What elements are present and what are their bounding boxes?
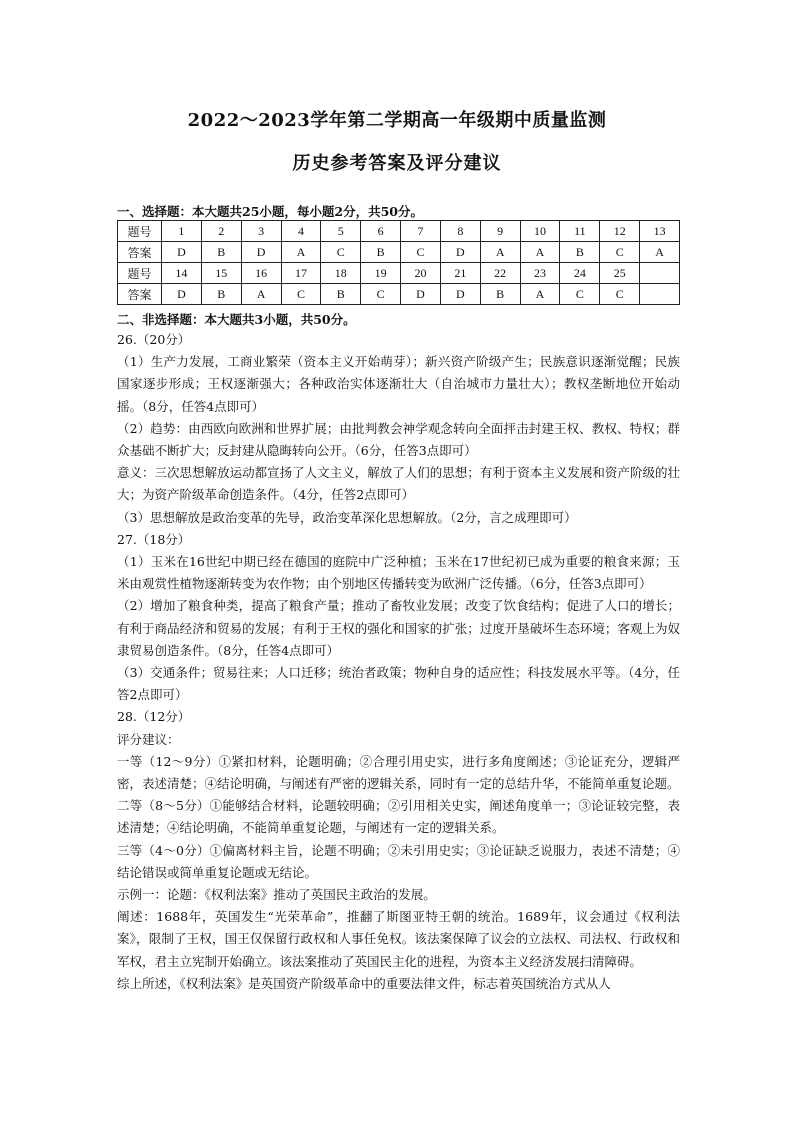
table-cell: 8	[440, 221, 480, 242]
answer-paragraph: 示例一：论题：《权利法案》推动了英国民主政治的发展。	[117, 887, 436, 903]
table-cell: B	[201, 284, 241, 305]
table-cell	[640, 284, 680, 305]
table-row	[118, 242, 680, 263]
table-cell: 12	[600, 221, 640, 242]
table-cell: C	[361, 284, 401, 305]
answer-paragraph: （2）趋势：由西欧向欧洲和世界扩展；由批判教会神学观念转向全面抨击封建王权、教权、特权；群众基础不断扩大；反封建从隐晦转向公开。（6分，任答3点即可）	[117, 420, 680, 459]
answer-paragraph: （1）玉米在16世纪中期已经在德国的庭院中广泛种植；玉米在17世纪初已成为重要的粮食来源；玉米由观赏性植物逐渐转变为农作物；由个别地区传播转变为欧洲广泛传播。（6分，任答3点即可）	[117, 554, 680, 592]
table-cell: B	[201, 242, 241, 263]
table-cell: 4	[281, 221, 321, 242]
table-cell: C	[560, 284, 600, 305]
table-cell: 7	[401, 221, 441, 242]
table-cell: 5	[321, 221, 361, 242]
table-cell: C	[600, 284, 640, 305]
answer-table	[117, 220, 680, 305]
table-row-label: 题号	[118, 221, 162, 242]
answer-paragraph: 三等（4～0分）①偏离材料主旨，论题不明确；②未引用史实；③论证缺乏说服力，表述不清楚；④结论错误或简单重复论题或无结论。	[117, 842, 680, 880]
answer-paragraph: （2）增加了粮食种类，提高了粮食产量；推动了畜牧业发展；改变了饮食结构；促进了人口的增长；有利于商品经济和贸易的发展；有利于王权的强化和国家的扩张；过度开垦破坏生态环境；客观上为奴隶贸易创造条件。（8分，任答4点即可）	[117, 598, 680, 658]
table-cell: 1	[162, 221, 202, 242]
table-row-label: 题号	[118, 263, 162, 284]
section-heading-nonchoice: 二、非选择题：本大题共3小题，共50分。	[117, 312, 356, 327]
section-heading-choice: 一、选择题：本大题共25小题，每小题2分，共50分。	[117, 204, 423, 219]
table-row	[118, 221, 680, 242]
table-cell: 18	[321, 263, 361, 284]
table-cell: B	[480, 284, 520, 305]
page-subtitle: 历史参考答案及评分建议	[292, 153, 502, 174]
answer-paragraph: 28.（12分）	[117, 709, 191, 725]
table-cell: 3	[241, 221, 281, 242]
table-cell: 13	[640, 221, 680, 242]
table-cell: A	[241, 284, 281, 305]
table-cell: 19	[361, 263, 401, 284]
table-cell: 24	[560, 263, 600, 284]
table-cell: 23	[520, 263, 560, 284]
table-cell: 20	[401, 263, 441, 284]
table-cell: 16	[241, 263, 281, 284]
answer-paragraph: 意义：三次思想解放运动都宣扬了人文主义，解放了人们的思想；有利于资本主义发展和资产阶级的壮大；为资产阶级革命创造条件。（4分，任答2点即可）	[117, 465, 680, 503]
table-cell: 6	[361, 221, 401, 242]
table-cell: 17	[281, 263, 321, 284]
answer-paragraph: （3）交通条件；贸易往来；人口迁移；统治者政策；物种自身的适应性；科技发展水平等。（4分，任答2点即可）	[117, 665, 680, 703]
answer-paragraph: 综上所述，《权利法案》是英国资产阶级革命中的重要法律文件，标志着英国统治方式从人	[117, 975, 611, 991]
answer-paragraph: （1）生产力发展，工商业繁荣（资本主义开始萌芽）；新兴资产阶级产生；民族意识逐渐觉醒；民族国家逐步形成；王权逐渐强大；各种政治实体逐渐壮大（自治城市力量壮大）；教权垄断地位开始动摇。（8分，任答4点即可）	[117, 354, 680, 414]
table-cell: C	[321, 242, 361, 263]
table-row-label: 答案	[118, 284, 162, 305]
answer-paragraph: 阐述：1688年，英国发生“光荣革命”，推翻了斯图亚特王朝的统治。1689年，议会通过《权利法案》，限制了王权，国王仅保留行政权和人事任免权。该法案保障了议会的立法权、司法权、行政权和军权，君主立宪制开始确立。该法案推动了英国民主化的进程，为资本主义经济发展扫清障碍。	[117, 909, 680, 969]
table-cell: D	[162, 284, 202, 305]
table-cell: A	[520, 242, 560, 263]
table-cell: A	[640, 242, 680, 263]
table-cell: B	[321, 284, 361, 305]
table-cell	[640, 263, 680, 284]
answer-paragraph: 评分建议：	[117, 731, 180, 747]
table-row	[118, 284, 680, 305]
table-cell: 21	[440, 263, 480, 284]
table-cell: 10	[520, 221, 560, 242]
table-row	[118, 263, 680, 284]
table-cell: D	[440, 242, 480, 263]
table-cell: C	[281, 284, 321, 305]
table-cell: D	[401, 284, 441, 305]
table-cell: A	[281, 242, 321, 263]
table-cell: D	[241, 242, 281, 263]
answer-paragraph: 一等（12～9分）①紧扣材料，论题明确；②合理引用史实，进行多角度阐述；③论证充分，逻辑严密，表述清楚；④结论明确，与阐述有严密的逻辑关系，同时有一定的总结升华，不能简单重复论题。	[117, 753, 680, 792]
table-cell: 15	[201, 263, 241, 284]
table-cell: D	[440, 284, 480, 305]
answer-paragraph: 二等（8～5分）①能够结合材料，论题较明确；②引用相关史实，阐述角度单一；③论证较完整，表述清楚；④结论明确，不能简单重复论题，与阐述有一定的逻辑关系。	[117, 798, 680, 836]
table-cell: 25	[600, 263, 640, 284]
table-cell: D	[162, 242, 202, 263]
answer-body	[117, 329, 680, 995]
table-cell: 22	[480, 263, 520, 284]
table-row-label: 答案	[118, 242, 162, 263]
table-cell: 14	[162, 263, 202, 284]
page-title: 2022～2023学年第二学期高一年级期中质量监测	[187, 110, 607, 131]
table-cell: 9	[480, 221, 520, 242]
table-cell: C	[600, 242, 640, 263]
answer-paragraph: 26.（20分）	[117, 332, 191, 347]
table-cell: C	[401, 242, 441, 263]
table-cell: A	[480, 242, 520, 263]
answer-paragraph: （3）思想解放是政治变革的先导，政治变革深化思想解放。（2分，言之成理即可）	[117, 509, 577, 525]
table-cell: B	[361, 242, 401, 263]
table-cell: 11	[560, 221, 600, 242]
answer-paragraph: 27.（18分）	[117, 531, 191, 547]
table-cell: A	[520, 284, 560, 305]
table-cell: 2	[201, 221, 241, 242]
table-cell: B	[560, 242, 600, 263]
